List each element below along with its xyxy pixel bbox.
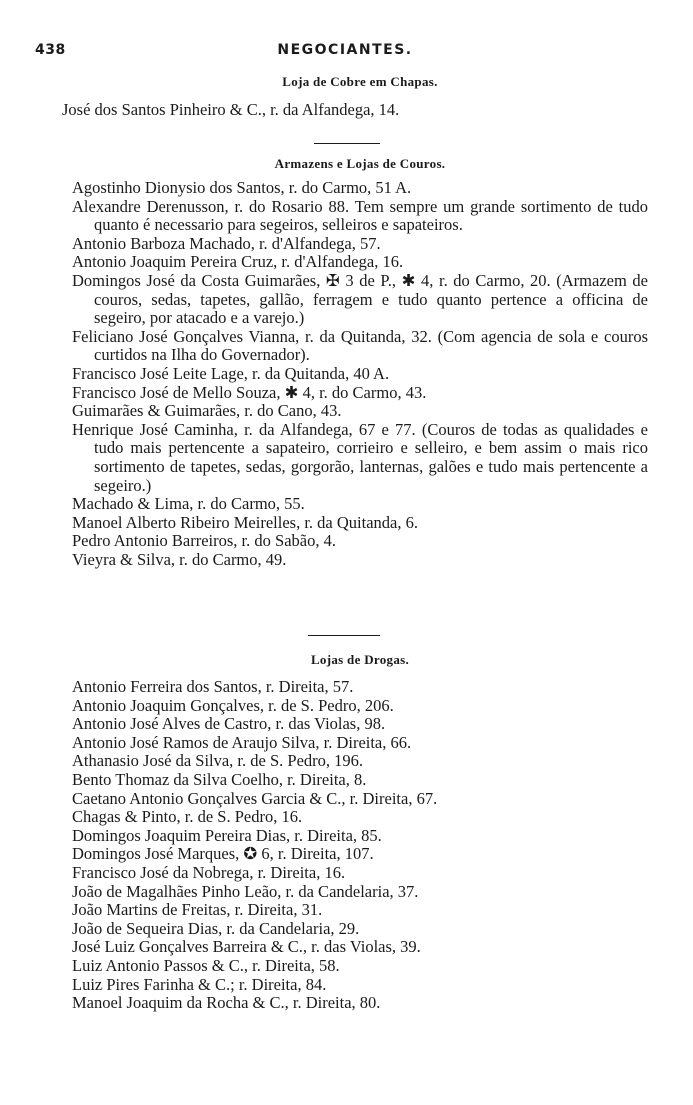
list-item: Feliciano José Gonçalves Vianna, r. da Quitanda, 32. (Com agencia de sola e couros curtidos na Ilha do Governador). <box>72 326 648 365</box>
list-item: João de Magalhães Pinho Leão, r. da Candelaria, 37. <box>72 881 419 901</box>
section-divider <box>314 143 380 144</box>
list-item: Francisco José Leite Lage, r. da Quitanda, 40 A. <box>72 363 390 383</box>
running-head <box>35 42 655 66</box>
list-item: Manoel Alberto Ribeiro Meirelles, r. da Quitanda, 6. <box>72 512 418 532</box>
page-number: 438 <box>35 42 66 58</box>
list-item: João Martins de Freitas, r. Direita, 31. <box>72 900 323 920</box>
list-item: Antonio Joaquim Pereira Cruz, r. d'Alfandega, 16. <box>72 252 404 272</box>
list-item: Antonio José Ramos de Araujo Silva, r. Direita, 66. <box>72 732 412 752</box>
section-drug-stores <box>72 652 648 1013</box>
list-item: Domingos José Marques, ✪ 6, r. Direita, 107. <box>72 844 374 864</box>
list-item: Henrique José Caminha, r. da Alfandega, 67 e 77. (Couros de todas as qualidades e tudo mais pertencente a sapateiro, corrieiro e selleiro, e bem assim o mais rico sortimento de tapetes, sedas, gorgorão, lanternas, galões e tudo mais pertencente a segeiro.) <box>72 419 648 495</box>
section-heading: Loja de Cobre em Chapas. <box>282 74 438 89</box>
list-item: Domingos José da Costa Guimarães, ✠ 3 de P., ✱ 4, r. do Carmo, 20. (Armazem de couros, sedas, tapetes, gallão, ferragem e tudo quanto pertence a officina de segeiro, por atacado e a varejo.) <box>72 270 648 328</box>
list-item: Luiz Antonio Passos & C., r. Direita, 58. <box>72 955 340 975</box>
running-title: NEGOCIANTES. <box>277 42 413 58</box>
list-item: Athanasio José da Silva, r. de S. Pedro, 196. <box>72 751 364 771</box>
list-item: Agostinho Dionysio dos Santos, r. do Carmo, 51 A. <box>72 178 412 197</box>
list-item: Antonio Joaquim Gonçalves, r. de S. Pedro, 206. <box>72 695 394 715</box>
section-copper-sheet-shop <box>72 74 648 90</box>
list-item: José dos Santos Pinheiro & C., r. da Alfandega, 14. <box>62 100 400 119</box>
section-divider <box>308 635 380 636</box>
entry-list <box>72 678 648 1013</box>
list-item: Machado & Lima, r. do Carmo, 55. <box>72 494 305 514</box>
section-leather-warehouses <box>72 156 648 569</box>
list-item: Domingos Joaquim Pereira Dias, r. Direita, 85. <box>72 825 382 845</box>
list-item: Antonio Ferreira dos Santos, r. Direita, 57. <box>72 677 354 696</box>
list-item: Bento Thomaz da Silva Coelho, r. Direita, 8. <box>72 769 367 789</box>
list-item: Guimarães & Guimarães, r. do Cano, 43. <box>72 401 342 421</box>
list-item: Caetano Antonio Gonçalves Garcia & C., r. Direita, 67. <box>72 788 438 808</box>
list-item: Francisco José de Mello Souza, ✱ 4, r. do Carmo, 43. <box>72 382 427 402</box>
list-item: Chagas & Pinto, r. de S. Pedro, 16. <box>72 807 303 827</box>
list-item: Alexandre Derenusson, r. do Rosario 88. Tem sempre um grande sortimento de tudo quanto é necessario para segeiros, selleiros e sapateiros. <box>72 196 648 235</box>
section-heading: Lojas de Drogas. <box>310 652 410 667</box>
list-item: Manoel Joaquim da Rocha & C., r. Direita, 80. <box>72 993 381 1013</box>
list-item: Antonio Barboza Machado, r. d'Alfandega, 57. <box>72 233 381 253</box>
list-item: Antonio José Alves de Castro, r. das Violas, 98. <box>72 714 386 734</box>
list-item: Francisco José da Nobrega, r. Direita, 16. <box>72 862 346 882</box>
list-item: Luiz Pires Farinha & C.; r. Direita, 84. <box>72 974 327 994</box>
list-item: Vieyra & Silva, r. do Carmo, 49. <box>72 549 287 569</box>
section-copper-sheet-entries <box>62 101 648 120</box>
list-item: João de Sequeira Dias, r. da Candelaria, 29. <box>72 918 360 938</box>
entry-list <box>72 179 648 569</box>
list-item: Pedro Antonio Barreiros, r. do Sabão, 4. <box>72 531 336 551</box>
list-item: José Luiz Gonçalves Barreira & C., r. das Violas, 39. <box>72 937 421 957</box>
entry-list <box>62 101 648 120</box>
section-heading: Armazens e Lojas de Couros. <box>274 156 446 171</box>
